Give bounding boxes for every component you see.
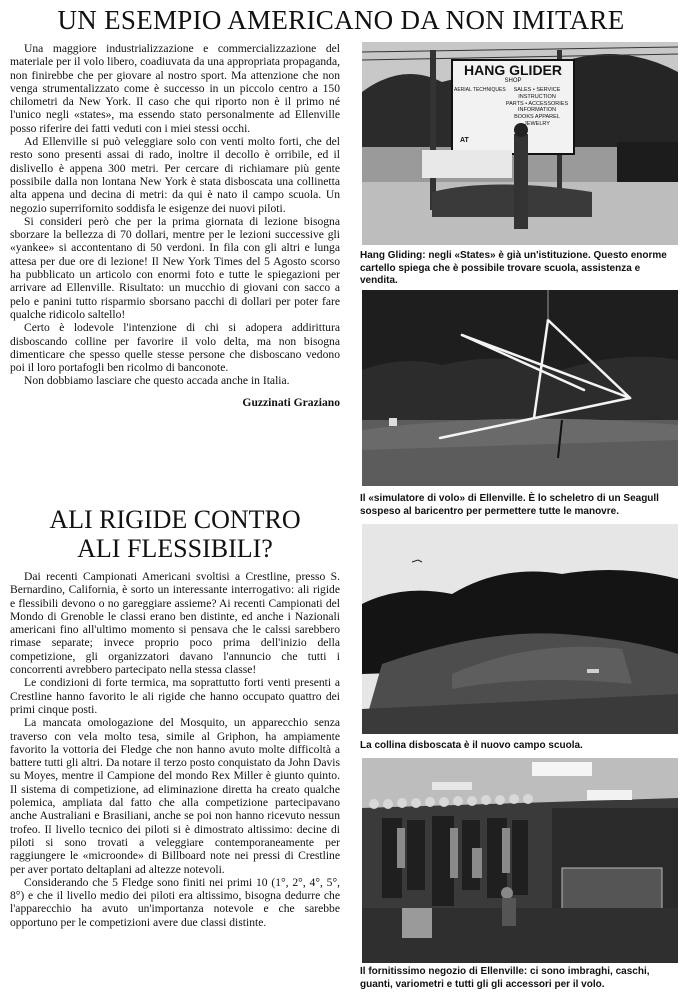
article1-paragraph: Una maggiore industrializzazione e commercializzazione del materiale per il volo libero, coadiuvata da una appropriata propaganda, non finirebbe che per giovare al nostro sport. Ma attenzione che non venga strumentalizzato come è successo in un piccolo centro a 150 chilometri da New York. Il caso che qui riporto non è il primo né l'unico negli «states», ma essendo stato personalmente ad Ellenville posso riferire dei fatti veduti con i miei stessi occhi. bbox=[10, 42, 340, 135]
sign-line: PARTS • ACCESSORIES bbox=[505, 100, 569, 107]
photo-shop-interior bbox=[362, 758, 678, 963]
article1-paragraph: Certo è lodevole l'intenzione di chi si adopera addirittura disboscando colline per favorire il volo delta, ma non bisogna dimenticare che spesso quelle stesse persone che disboscano vedono poi il loro portafogli ben ricolmo di banconote. bbox=[10, 321, 340, 375]
shop-sign-text bbox=[454, 62, 572, 144]
article2-paragraph: Le condizioni di forte termica, ma soprattutto forti venti presenti a Crestline hanno favorito le ali rigide che hanno occupato quattro dei primi cinque posti. bbox=[10, 676, 340, 716]
caption-photo4: Il fornitissimo negozio di Ellenville: ci sono imbraghi, caschi, guanti, variometri e tutti gli gli accessori per il volo. bbox=[360, 966, 650, 990]
photo-flight-simulator bbox=[362, 290, 678, 486]
article2-paragraph: La mancata omologazione del Mosquito, un apparecchio senza traverso con vela molto tesa, simile al Griphon, ha ampiamente favorito la vottoria dei Fledge che non hanno avuto molte difficoltà a battere tutti gli altri. Da notare il terzo posto conquistato da John Davis su Moyes, mentre il Campione del mondo Rex Miller è giunto quinto. Il sistema di competizione, ad eliminazione diretta ha creato qualche polemica, ampliata dal fatto che alla competizione partecipavano anche Australiani e Brasiliani, anche se poi non hanno ricevuto nessun trofeo. Il livello tecnico dei piloti si è dimostrato altissimo: decine di piloti si sono trovati a veleggiare contemporaneamente per raggiungere le «microonde» di Billboard note nei pressi di Crestline per aver portato deltaplani ad altezze notevoli. bbox=[10, 716, 340, 876]
article1-paragraph: Si consideri però che per la prima giornata di lezione bisogna sborzare la bellezza di 70 dollari, mentre per le lezioni successive gli «yankee» si accontentano di 50 verdoni. In fila con gli altri e lunga attesa per due ore di lezione! Il New York Times del 5 Agosto scorso ha pubblicato un articolo con enormi foto e tutte le spiegazioni per arrivare ad Ellenville. Risultato: un mucchio di giovani con sacco a pelo e panini tutto risparmio sborsano pacchi di dollari per poter fare qualche ridicolo saltello! bbox=[10, 214, 340, 321]
photo-shop-sign bbox=[362, 42, 678, 245]
sign-round-label: AERIAL TECHNIQUES bbox=[454, 87, 506, 93]
sign-line: INSTRUCTION bbox=[518, 93, 556, 100]
sign-line: BOOKS APPAREL JEWELRY bbox=[514, 114, 560, 127]
article1-paragraph: Ad Ellenville si può veleggiare solo con venti molto forti, che del resto sono presenti assai di rado, inoltre il decollo è orribile, ed il dislivello è appena 300 metri. Per cercare di richiamare più gente possibile dalla non lontana New York è stata disboscata una collinetta alta appena und decina di metri: da qui è nato il campo scuola. Un negozio superrifornito soddisfa le esigenze dei nuovi piloti. bbox=[10, 135, 340, 215]
sign-line: SALES • SERVICE bbox=[513, 87, 561, 93]
article2-paragraph: Dai recenti Campionati Americani svoltisi a Crestline, presso S. Bernardino, California, è sorto un interessante interrogativo: ali rigide e flessibili devono o no gareggiare assieme? Ai recenti Campionati del Mondo di Grenoble le classi erano ben distinte, ed anche i Nazionali americani fino all'ultimo momento si pensava che le calssi sarebbero rimase separate; invece proprio poco prima dell'inizio della competizione, gli organizzatori davano l'annuncio che tutti i concorrenti avrebbero partecipato nella stessa classe! bbox=[10, 570, 340, 677]
sign-title: HANG GLIDER bbox=[464, 62, 562, 78]
caption-photo2: Il «simulatore di volo» di Ellenville. È lo scheletro di un Seagull sospeso al baricentro per permettere tutte le manovre. bbox=[360, 493, 659, 517]
article1-body bbox=[10, 42, 340, 410]
article2-headline-line2: ALI FLESSIBILI? bbox=[77, 534, 273, 563]
article1-headline: UN ESEMPIO AMERICANO DA NON IMITARE bbox=[57, 5, 625, 35]
sign-line: INFORMATION bbox=[517, 107, 557, 114]
article2-headline bbox=[10, 505, 340, 563]
article2-body bbox=[10, 570, 340, 929]
caption-photo1: Hang Gliding: negli «States» è già un'istituzione. Questo enorme cartello spiega che è possibile trovare scuola, assistenza e vendita. bbox=[360, 250, 667, 286]
article1-paragraph: Non dobbiamo lasciare che questo accada anche in Italia. bbox=[24, 374, 290, 388]
caption-photo3: La collina disboscata è il nuovo campo scuola. bbox=[360, 740, 583, 751]
sign-shop-label: SHOP bbox=[504, 78, 522, 84]
article2-paragraph: Considerando che 5 Fledge sono finiti nei primi 10 (1°, 2°, 4°, 5°, 8°) e che il livello medio dei piloti era altissimo, bisogna dedurre che l'apparecchio ha avuto un'importanza notevole e che sarebbe opportuno per le competizioni avere due classi distinte. bbox=[10, 875, 340, 929]
article1-author: Guzzinati Graziano bbox=[242, 395, 340, 409]
article2-headline-line1: ALI RIGIDE CONTRO bbox=[49, 505, 301, 534]
sign-at-label: AT bbox=[460, 137, 469, 144]
photo-training-hill bbox=[362, 524, 678, 734]
